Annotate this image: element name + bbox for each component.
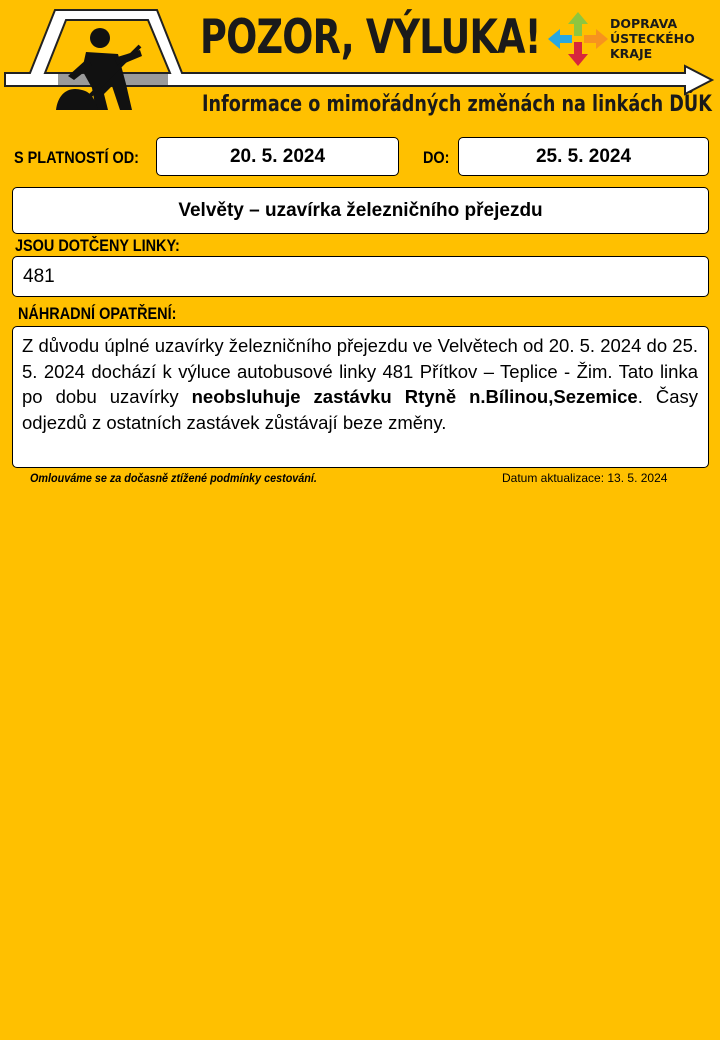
duk-logo-text xyxy=(610,16,695,61)
logo-line: DOPRAVA xyxy=(610,16,678,31)
banner-title: POZOR, VÝLUKA! xyxy=(200,10,541,65)
measures-label: NÁHRADNÍ OPATŘENÍ: xyxy=(18,304,177,323)
measures-text xyxy=(13,327,708,435)
valid-to-box xyxy=(458,137,709,176)
logo-line: KRAJE xyxy=(610,46,653,61)
affected-lines-box xyxy=(12,256,709,297)
valid-from-box xyxy=(156,137,399,176)
header-banner xyxy=(0,0,720,128)
road-worker-icon xyxy=(48,24,158,114)
closure-title: Velvěty – uzavírka železničního přejezdu xyxy=(178,199,543,221)
measures-text-part: Z důvodu úplné uzavírky železničního přejezdu ve Velvětech od 20. 5. 2024 do 25. 5. 2024 dochází k výluce autobusové linky 481 Přítkov – Teplice - Žim. Tato linka po dobu uzavírky xyxy=(22,335,698,407)
apology-note: Omlouváme se za dočasně ztížené podmínky cestování. xyxy=(30,471,317,485)
valid-from-label: S PLATNOSTÍ OD: xyxy=(14,148,139,167)
valid-from-value: 20. 5. 2024 xyxy=(229,145,326,167)
affected-lines-label: JSOU DOTČENY LINKY: xyxy=(15,236,180,255)
update-date: Datum aktualizace: 13. 5. 2024 xyxy=(502,471,668,485)
closure-title-box xyxy=(12,187,709,234)
valid-to-value: 25. 5. 2024 xyxy=(535,145,632,167)
logo-line: ÚSTECKÉHO xyxy=(610,31,695,46)
measures-box xyxy=(12,326,709,468)
measures-text-part: . Časy odjezdů z ostatních zastávek zůstávají beze změny. xyxy=(22,386,698,433)
valid-to-label: DO: xyxy=(423,148,450,167)
measures-text-bold: neobsluhuje zastávku Rtyně n.Bílinou,Sezemice xyxy=(191,386,638,407)
banner-subtitle: Informace o mimořádných změnách na linkách DÚK xyxy=(202,92,712,117)
duk-logo-icon xyxy=(546,10,610,68)
affected-lines-value: 481 xyxy=(23,266,55,287)
